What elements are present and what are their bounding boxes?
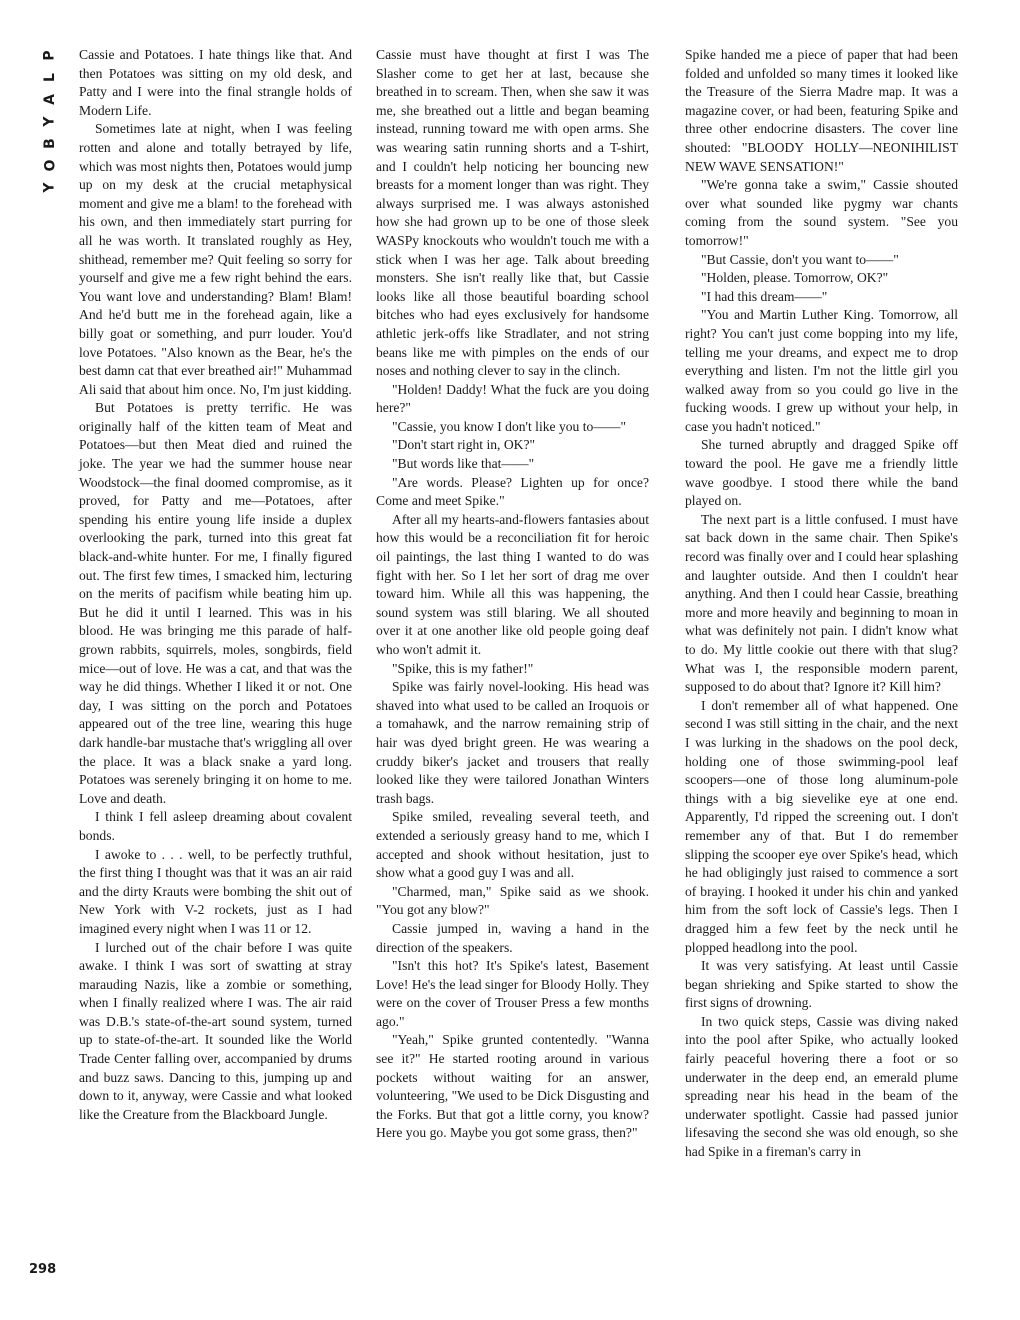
paragraph: Cassie and Potatoes. I hate things like that. And then Potatoes was sitting on my old desk, and Patty and I were into the final strangle holds of Modern Life. <box>79 47 352 118</box>
paragraph: "Don't start right in, OK?" <box>392 437 536 453</box>
paragraph: "I had this dream——" <box>701 288 828 304</box>
paragraph: Cassie must have thought at first I was The Slasher come to get her at last, because she breathed in to scream. Then, when she saw it was me, she breathed out a little and began beaming instead, running toward me with open arms. She was wearing satin running shorts and a T-shirt, and I couldn't help noticing her bouncing new breasts for a moment longer than was right. They always surprised me. I was always astonished how she had grown up to be one of those sleek WASPy knockouts who wouldn't touch me with a stick when I was her age. Talk about breeding monsters. She isn't really like that, but Cassie looks like all those beautiful boarding school bitches who had eyes exclusively for handsome athletic jerk-offs like Stradlater, and not string beans like me with pimples on the ends of our noses and nothing clever to say in the clinch. <box>376 47 649 379</box>
paragraph: Spike handed me a piece of paper that had been folded and unfolded so many times it looked like the Treasure of the Sierra Madre map. It was a magazine cover, or had been, featuring Spike and three other endocrine disasters. The cover line shouted: "BLOODY HOLLY—NEONIHILIST NEW WAVE SENSATION!" <box>685 47 958 174</box>
paragraph: She turned abruptly and dragged Spike off toward the pool. He gave me a friendly little wave goodbye. I stood there while the band played on. <box>685 437 958 509</box>
paragraph: "You and Martin Luther King. Tomorrow, all right? You can't just come bopping into my life, telling me your dreams, and expect me to drop everything and listen. I'm not the little girl you walked away from so you could go live in the fucking woods. I grew up without your help, in case you hadn't noticed." <box>685 307 958 434</box>
magazine-letter: Y <box>41 115 58 127</box>
paragraph: "Holden! Daddy! What the fuck are you doing here?" <box>376 381 649 416</box>
paragraph: Spike was fairly novel-looking. His head was shaved into what used to be called an Iroquois or a tomahawk, and the narrow remaining strip of hair was dyed bright green. He was wearing a cruddy biker's jacket and trousers that really looked like they were tailored Jonathan Winters trash bags. <box>376 679 649 806</box>
paragraph: "Isn't this hot? It's Spike's latest, Basement Love! He's the lead singer for Bloody Holly. They were on the cover of Trouser Press a few months ago." <box>376 958 649 1029</box>
paragraph: I think I fell asleep dreaming about covalent bonds. <box>79 809 352 843</box>
page-number: 298 <box>29 1262 57 1277</box>
paragraph: "Spike, this is my father!" <box>392 660 534 676</box>
paragraph: "Charmed, man," Spike said as we shook. "You got any blow?" <box>376 883 649 918</box>
paragraph: "Cassie, you know I don't like you to——" <box>392 418 627 434</box>
magazine-letter: L <box>41 72 58 82</box>
paragraph: After all my hearts-and-flowers fantasies about how this would be a reconciliation fit for heroic oil paintings, the last thing I wanted to do was fight with her. So I let her sort of drag me over toward him. While all this was happening, the sound system was still blaring. We all shouted over it at one another like old people going deaf who won't admit it. <box>376 511 649 657</box>
paragraph: "Yeah," Spike grunted contentedly. "Wanna see it?" He started rooting around in various pockets without waiting for an answer, volunteering, "We used to be Dick Disgusting and the Forks. But that got a little corny, you know? Here you go. Maybe you got some grass, then?" <box>376 1032 649 1141</box>
paragraph: "But words like that——" <box>392 456 535 472</box>
paragraph: Sometimes late at night, when I was feeling rotten and alone and totally betrayed by life, which was most nights then, Potatoes would jump up on my desk at the crucial metaphysical moment and give me a blam! to the forehead with his own, and then immediately start purring for all he was worth. It translated roughly as Hey, shithead, remember me? Quit feeling so sorry for yourself and give me a few right behind the ears. You want love and understanding? Blam! Blam! And he'd butt me in the forehead again, like a billy goat or something, and purr louder. You'd love Potatoes. "Also known as the Bear, he's the best damn cat that ever breathed air!" Muhammad Ali said that about him once. No, I'm just kidding. <box>79 121 352 397</box>
paragraph: Spike smiled, revealing several teeth, and extended a seriously greasy hand to me, which I accepted and shook without hesitation, just to show what a good guy I was and all. <box>376 809 649 881</box>
magazine-name-vertical <box>40 44 60 198</box>
text-column-1 <box>79 46 352 1124</box>
paragraph: Cassie jumped in, waving a hand in the direction of the speakers. <box>376 920 649 955</box>
magazine-letter: B <box>41 137 58 149</box>
paragraph: In two quick steps, Cassie was diving naked into the pool after Spike, who actually looked fairly peaceful hovering there a foot or so underwater in the deep end, an emerald plume spreading near his head in the beam of the underwater spotlight. Cassie had passed junior lifesaving the second she was old enough, so she had Spike in a fireman's carry in <box>685 1013 958 1160</box>
magazine-letter: A <box>42 93 58 105</box>
magazine-letter: Y <box>41 181 58 193</box>
paragraph: "Are words. Please? Lighten up for once? Come and meet Spike." <box>376 474 649 509</box>
paragraph: The next part is a little confused. I must have sat back down in the same chair. Then Spike's record was finally over and I could hear splashing and laughter outside. And then I couldn't hear anything. And then I could hear Cassie, breathing more and more heavily and beginning to moan in what was definitely not pain. I didn't know what to do. My little cookie out there with that slug? What was I, the responsible modern parent, supposed to do about that? Ignore it? Kill him? <box>685 511 958 695</box>
paragraph: But Potatoes is pretty terrific. He was originally half of the kitten team of Meat and Potatoes—but then Meat died and ruined the joke. The year we had the summer house near Woodstock—the final doomed compromise, as it proved, for Patty and me—Potatoes, after spending his entire young life inside a duplex overlooking the park, turned into this great fat black-and-white hunter. For me, I finally figured out. The first few times, I smacked him, lecturing on the merits of pacifism while beating him up. But he did it until I learned. This was in his blood. He was bringing me this parade of half-grown rabbits, squirrels, moles, songbirds, field mice—out of love. He was a cat, and that was the way he did things. Whether I liked it or not. One day, I was sitting on the porch and Potatoes appeared out of the tree line, wearing this huge dark handle-bar mustache that's wriggling all over the place. It was a black snake a yard long. Potatoes was serenely bringing it on home to me. Love and death. <box>79 400 352 806</box>
paragraph: It was very satisfying. At least until Cassie began shrieking and Spike started to show the first signs of drowning. <box>685 958 958 1011</box>
paragraph: "But Cassie, don't you want to——" <box>701 251 899 267</box>
magazine-letter: P <box>41 49 58 61</box>
paragraph: "We're gonna take a swim," Cassie shouted over what sounded like pygmy war chants coming from the sound system. "See you tomorrow!" <box>685 177 958 248</box>
paragraph: I lurched out of the chair before I was quite awake. I think I was sort of swatting at stray marauding Nazis, like a zombie or something, when I finally realized where I was. The air raid was D.B.'s state-of-the-art sound system, turned up to state-of-the-art. It sounded like the World Trade Center falling over, accompanied by drums and buzz saws. Dancing to this, jumping up and down to it, anyway, were Cassie and what looked like the Creature from the Blackboard Jungle. <box>79 939 352 1122</box>
paragraph: I awoke to . . . well, to be perfectly truthful, the first thing I thought was that it was an air raid and the dirty Krauts were bombing the shit out of New York with V-2 rockets, just as I had imagined every night when I was 11 or 12. <box>79 846 352 936</box>
paragraph: "Holden, please. Tomorrow, OK?" <box>701 270 889 286</box>
magazine-letter: O <box>42 158 58 172</box>
paragraph: I don't remember all of what happened. One second I was still sitting in the chair, and the next I was lurking in the shadows on the pool deck, holding one of those swimming-pool leaf scoopers—one of those long aluminum-pole things with a big sievelike eye at one end. Apparently, I'd ripped the screening out. I don't remember any of that. But I do remember slipping the scooper eye over Spike's head, which he had obligingly just raised to commence a sort of braying. I hooked it under his chin and yanked him from the soft lock of Cassie's legs. Then I dragged him a few feet by the neck until he plopped headlong into the pool. <box>685 697 958 955</box>
text-column-3 <box>685 46 958 1162</box>
text-column-2 <box>376 46 649 1143</box>
